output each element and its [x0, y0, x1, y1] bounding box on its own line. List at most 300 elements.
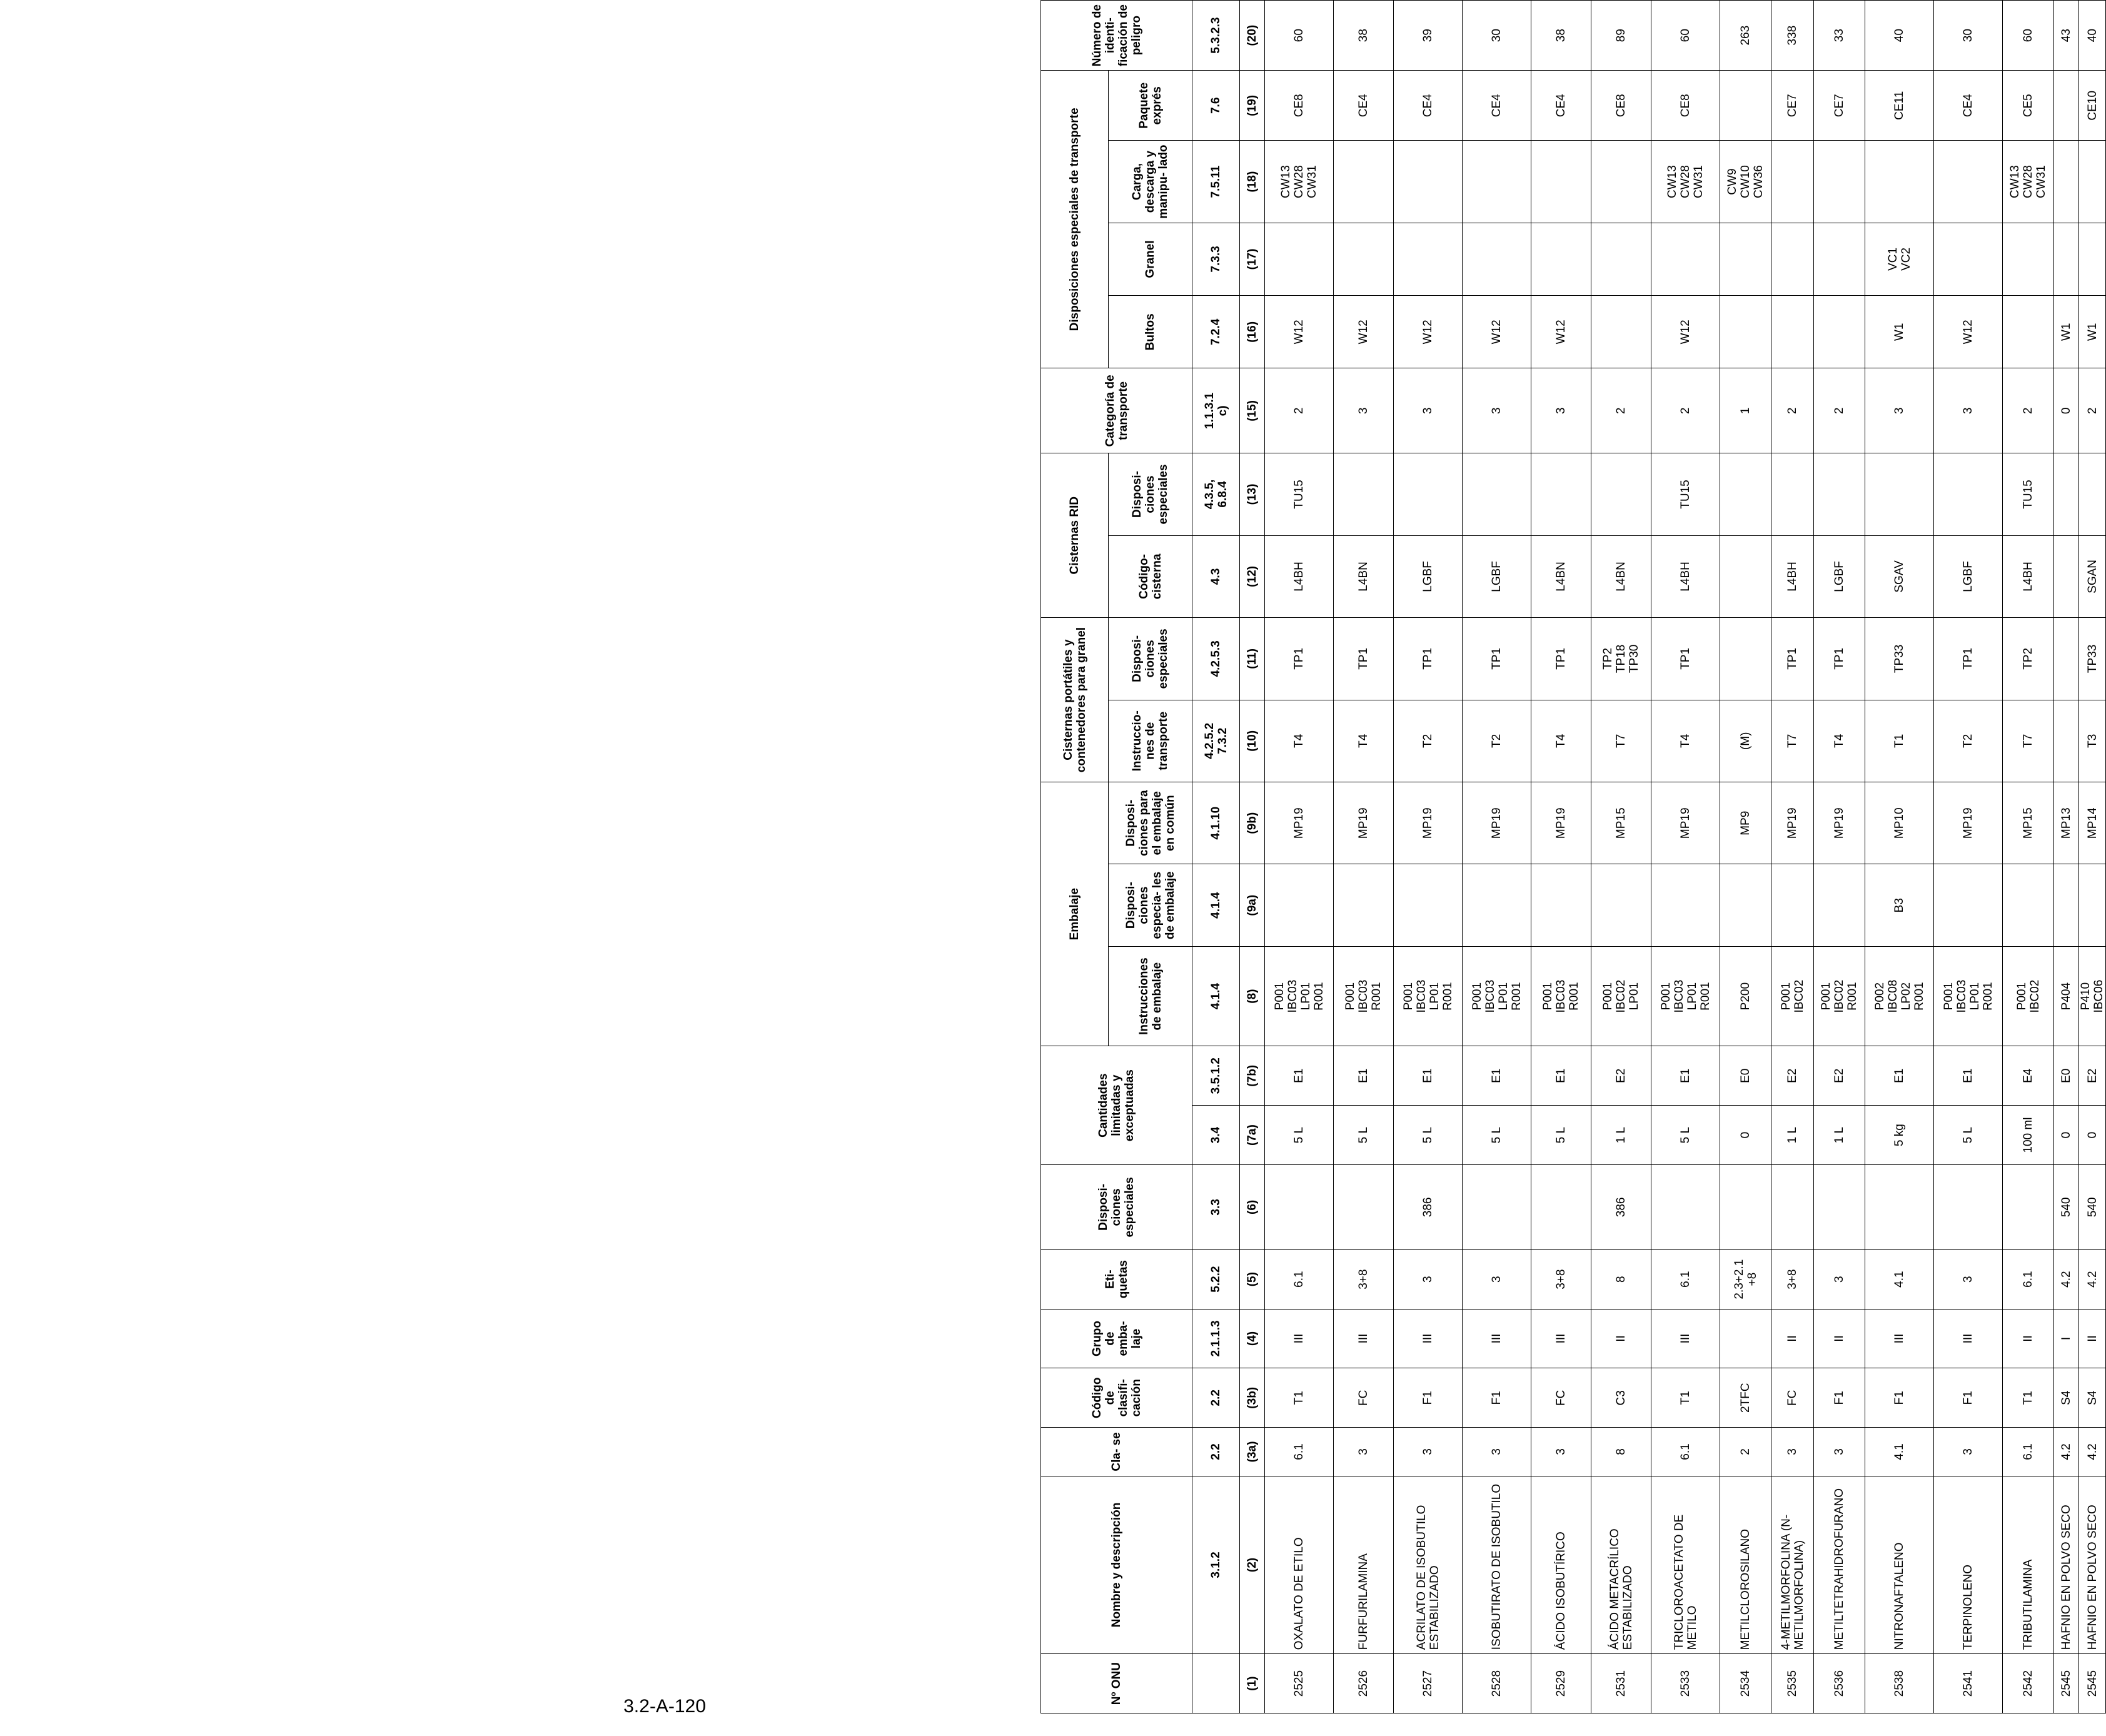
table-cell: 3: [1934, 1428, 2003, 1476]
header-carga-descarga: Carga, descarga y manipu- lado: [1109, 141, 1192, 223]
table-cell: [1334, 223, 1394, 295]
table-cell: 3: [1463, 1249, 1531, 1309]
table-cell: [2054, 453, 2079, 535]
table-cell: L4BH: [1651, 535, 1720, 617]
table-cell: [1651, 223, 1720, 295]
table-cell: TERPINOLENO: [1934, 1476, 2003, 1653]
table-cell: [1934, 864, 2003, 946]
table-cell: (2): [1240, 1476, 1265, 1653]
table-cell: [1720, 1165, 1771, 1250]
table-cell: TP2: [2003, 618, 2054, 700]
table-row: [1814, 1, 1865, 1713]
table-cell: HAFNIO EN POLVO SECO: [2079, 1476, 2106, 1653]
table-cell: [1720, 296, 1771, 368]
table-cell: 3: [1334, 368, 1394, 453]
table-cell: 7.5.11: [1192, 141, 1240, 223]
table-cell: (5): [1240, 1249, 1265, 1309]
header-numero-peligro: Número de identi- ficación de peligro: [1041, 1, 1192, 71]
table-cell: 3.5.1.2: [1192, 1046, 1240, 1106]
table-cell: 5 L: [1394, 1106, 1463, 1165]
table-cell: 2527: [1394, 1654, 1463, 1713]
table-cell: 2.2: [1192, 1428, 1240, 1476]
table-cell: 3: [1771, 1428, 1814, 1476]
table-cell: 2: [1591, 368, 1651, 453]
table-cell: FC: [1771, 1368, 1814, 1428]
table-cell: 3: [1463, 1428, 1531, 1476]
table-cell: TP1: [1771, 618, 1814, 700]
table-cell: T7: [2003, 700, 2054, 782]
table-cell: 6.1: [1265, 1249, 1334, 1309]
header-cantidades: Cantidades limitadas y exceptuadas: [1041, 1046, 1192, 1165]
table-cell: (8): [1240, 946, 1265, 1046]
table-row: [1934, 1, 2003, 1713]
table-cell: 4-METILMORFOLINA (N-METILMORFOLINA): [1771, 1476, 1814, 1653]
table-cell: CE10: [2079, 71, 2106, 141]
table-cell: MP19: [1394, 782, 1463, 864]
table-cell: TRIBUTILAMINA: [2003, 1476, 2054, 1653]
table-body: [1192, 1, 2106, 1713]
table-cell: TU15: [1651, 453, 1720, 535]
table-cell: MP19: [1771, 782, 1814, 864]
table-cell: TP1: [1334, 618, 1394, 700]
table-cell: CE7: [1814, 71, 1865, 141]
table-cell: F1: [1814, 1368, 1865, 1428]
table-cell: T1: [1651, 1368, 1720, 1428]
table-cell: [2054, 141, 2079, 223]
table-cell: [2054, 71, 2079, 141]
table-cell: [1394, 223, 1463, 295]
table-cell: 2536: [1814, 1654, 1865, 1713]
table-cell: [2079, 223, 2106, 295]
table-cell: [1720, 1309, 1771, 1368]
table-cell: [1720, 618, 1771, 700]
table-cell: 3: [1463, 368, 1531, 453]
table-cell: CE7: [1771, 71, 1814, 141]
table-cell: [1334, 864, 1394, 946]
table-cell: E1: [1334, 1046, 1394, 1106]
table-cell: 4.3.5, 6.8.4: [1192, 453, 1240, 535]
table-row: [1394, 1, 1463, 1713]
table-cell: 2525: [1265, 1654, 1334, 1713]
table-cell: 2: [2003, 368, 2054, 453]
table-row: [2054, 1, 2079, 1713]
table-cell: 43: [2054, 1, 2079, 71]
table-cell: P001 IBC03 LP01 R001: [1463, 946, 1531, 1046]
refrow-row: [1192, 1, 1240, 1713]
table-cell: [1265, 864, 1334, 946]
table-cell: L4BH: [1265, 535, 1334, 617]
table-cell: SGAV: [1865, 535, 1934, 617]
table-cell: LGBF: [1463, 535, 1531, 617]
table-cell: III: [1334, 1309, 1394, 1368]
table-cell: [1591, 296, 1651, 368]
table-cell: CW13 CW28 CW31: [1651, 141, 1720, 223]
table-cell: 2.1.1.3: [1192, 1309, 1240, 1368]
table-cell: [1720, 864, 1771, 946]
table-cell: [2054, 864, 2079, 946]
table-cell: [1934, 453, 2003, 535]
table-cell: L4BN: [1591, 535, 1651, 617]
table-cell: (19): [1240, 71, 1265, 141]
table-cell: [1771, 864, 1814, 946]
table-cell: P001 IBC03 LP01 R001: [1265, 946, 1334, 1046]
table-row: [1591, 1, 1651, 1713]
header-granel: Granel: [1109, 223, 1192, 295]
table-cell: ISOBUTIRATO DE ISOBUTILO: [1463, 1476, 1531, 1653]
table-cell: W1: [2079, 296, 2106, 368]
table-cell: [1934, 1165, 2003, 1250]
table-cell: [1265, 1165, 1334, 1250]
table-cell: (11): [1240, 618, 1265, 700]
page-number: 3.2-A-120: [623, 1696, 706, 1717]
table-cell: 5 L: [1651, 1106, 1720, 1165]
table-cell: 40: [2079, 1, 2106, 71]
table-cell: 38: [1334, 1, 1394, 71]
table-cell: 0: [1720, 1106, 1771, 1165]
table-cell: P001 IBC02 R001: [1814, 946, 1865, 1046]
header-embalaje: Embalaje: [1041, 782, 1109, 1046]
table-cell: MP19: [1651, 782, 1720, 864]
table-cell: [1463, 223, 1531, 295]
table-cell: P410 IBC06: [2079, 946, 2106, 1046]
table-row: [1463, 1, 1531, 1713]
table-cell: E4: [2003, 1046, 2054, 1106]
table-cell: 5 L: [1531, 1106, 1591, 1165]
table-cell: 3.1.2: [1192, 1476, 1240, 1653]
table-cell: T7: [1591, 700, 1651, 782]
table-cell: P001 IBC02: [1771, 946, 1814, 1046]
header-instrucciones-embalaje: Instrucciones de embalaje: [1109, 946, 1192, 1046]
table-cell: W1: [2054, 296, 2079, 368]
table-cell: 38: [1531, 1, 1591, 71]
table-cell: 5.2.2: [1192, 1249, 1240, 1309]
table-cell: 4.2: [2054, 1249, 2079, 1309]
table-cell: 4.3: [1192, 535, 1240, 617]
table-cell: 540: [2079, 1165, 2106, 1250]
table-cell: [1531, 141, 1591, 223]
table-cell: [1591, 864, 1651, 946]
table-cell: (6): [1240, 1165, 1265, 1250]
table-cell: [1394, 453, 1463, 535]
table-cell: TU15: [2003, 453, 2054, 535]
table-cell: [1771, 1165, 1814, 1250]
table-cell: MP19: [1531, 782, 1591, 864]
table-cell: 3: [1394, 1249, 1463, 1309]
table-cell: 7.2.4: [1192, 296, 1240, 368]
table-cell: P002 IBC08 LP02 R001: [1865, 946, 1934, 1046]
table-cell: (9a): [1240, 864, 1265, 946]
table-cell: 2: [2079, 368, 2106, 453]
table-cell: T4: [1814, 700, 1865, 782]
table-cell: L4BN: [1334, 535, 1394, 617]
table-cell: [1651, 864, 1720, 946]
table-cell: 2542: [2003, 1654, 2054, 1713]
table-cell: MP19: [1334, 782, 1394, 864]
table-cell: CW9 CW10 CW36: [1720, 141, 1771, 223]
table-cell: [1394, 141, 1463, 223]
table-cell: II: [2003, 1309, 2054, 1368]
table-cell: [1934, 223, 2003, 295]
header-etiquetas: Eti- quetas: [1041, 1249, 1192, 1309]
table-cell: MP19: [1463, 782, 1531, 864]
table-cell: 2.3+2.1 +8: [1720, 1249, 1771, 1309]
table-cell: [2003, 1165, 2054, 1250]
rotated-table-page: [1033, 0, 2105, 1722]
table-cell: 3: [1394, 368, 1463, 453]
table-cell: 0: [2079, 1106, 2106, 1165]
table-cell: [2054, 700, 2079, 782]
table-cell: [1591, 453, 1651, 535]
table-cell: 2533: [1651, 1654, 1720, 1713]
table-cell: 7.6: [1192, 71, 1240, 141]
table-cell: 3: [1934, 1249, 2003, 1309]
table-cell: 8: [1591, 1428, 1651, 1476]
table-cell: W1: [1865, 296, 1934, 368]
table-cell: II: [1771, 1309, 1814, 1368]
table-cell: P001 IBC03 LP01 R001: [1934, 946, 2003, 1046]
table-cell: 89: [1591, 1, 1651, 71]
table-cell: F1: [1394, 1368, 1463, 1428]
table-cell: (15): [1240, 368, 1265, 453]
table-cell: T2: [1394, 700, 1463, 782]
header-clase: Cla- se: [1041, 1428, 1192, 1476]
table-cell: CE4: [1531, 71, 1591, 141]
table-cell: 338: [1771, 1, 1814, 71]
table-cell: [2079, 141, 2106, 223]
table-cell: (17): [1240, 223, 1265, 295]
table-cell: 4.2: [2054, 1428, 2079, 1476]
table-cell: P001 IBC03 R001: [1531, 946, 1591, 1046]
table-cell: (10): [1240, 700, 1265, 782]
table-cell: I: [2054, 1309, 2079, 1368]
table-cell: 2545: [2054, 1654, 2079, 1713]
table-cell: E1: [1934, 1046, 2003, 1106]
table-cell: [1531, 1165, 1591, 1250]
table-cell: 6.1: [1265, 1428, 1334, 1476]
header-grupo-embalaje: Grupo de emba- laje: [1041, 1309, 1192, 1368]
table-cell: [2054, 618, 2079, 700]
table-cell: 2541: [1934, 1654, 2003, 1713]
table-cell: 6.1: [1651, 1249, 1720, 1309]
table-cell: 4.2: [2079, 1249, 2106, 1309]
table-cell: 60: [1651, 1, 1720, 71]
table-cell: E0: [2054, 1046, 2079, 1106]
header-disposiciones-transporte: Disposiciones especiales de transporte: [1041, 71, 1109, 368]
header-codigo-clasificacion: Código de clasifi- cación: [1041, 1368, 1192, 1428]
table-cell: E1: [1651, 1046, 1720, 1106]
table-cell: 1.1.3.1 c): [1192, 368, 1240, 453]
header-codigo-cisterna: Código- cisterna: [1109, 535, 1192, 617]
table-cell: 4.1: [1865, 1428, 1934, 1476]
table-cell: 6.1: [2003, 1428, 2054, 1476]
table-cell: F1: [1865, 1368, 1934, 1428]
header-onu: Nº ONU: [1041, 1654, 1192, 1713]
header-cisternas-rid: Cisternas RID: [1041, 453, 1109, 618]
table-cell: 3+8: [1334, 1249, 1394, 1309]
table-cell: [1771, 453, 1814, 535]
table-cell: 1 L: [1814, 1106, 1865, 1165]
table-cell: [1814, 141, 1865, 223]
table-cell: [1934, 141, 2003, 223]
table-cell: TP1: [1531, 618, 1591, 700]
table-cell: 2: [1771, 368, 1814, 453]
table-cell: [1720, 71, 1771, 141]
table-row: [1334, 1, 1394, 1713]
table-cell: METILTETRAHIDROFURANO: [1814, 1476, 1865, 1653]
table-cell: T2: [1463, 700, 1531, 782]
table-cell: [1463, 864, 1531, 946]
table-cell: E1: [1394, 1046, 1463, 1106]
table-cell: [1771, 223, 1814, 295]
table-cell: 1: [1720, 368, 1771, 453]
table-cell: 386: [1591, 1165, 1651, 1250]
table-cell: T4: [1334, 700, 1394, 782]
table-cell: CE5: [2003, 71, 2054, 141]
table-cell: MP13: [2054, 782, 2079, 864]
table-cell: [1334, 141, 1394, 223]
table-cell: [1651, 1165, 1720, 1250]
table-cell: CE8: [1265, 71, 1334, 141]
table-cell: [1591, 141, 1651, 223]
table-cell: 0: [2054, 1106, 2079, 1165]
table-row: [2003, 1, 2054, 1713]
table-cell: T1: [1865, 700, 1934, 782]
table-cell: [1531, 453, 1591, 535]
table-cell: 60: [2003, 1, 2054, 71]
table-cell: W12: [1394, 296, 1463, 368]
table-cell: 7.3.3: [1192, 223, 1240, 295]
table-cell: (3b): [1240, 1368, 1265, 1428]
table-cell: TP2 TP18 TP30: [1591, 618, 1651, 700]
table-cell: III: [1934, 1309, 2003, 1368]
table-cell: 2: [1814, 368, 1865, 453]
table-cell: (3a): [1240, 1428, 1265, 1476]
table-cell: [2079, 864, 2106, 946]
table-cell: 3+8: [1771, 1249, 1814, 1309]
table-cell: TP1: [1463, 618, 1531, 700]
table-cell: FC: [1334, 1368, 1394, 1428]
table-cell: F1: [1934, 1368, 2003, 1428]
table-cell: (7b): [1240, 1046, 1265, 1106]
table-cell: [2054, 223, 2079, 295]
table-row: [1265, 1, 1334, 1713]
table-cell: 2538: [1865, 1654, 1934, 1713]
table-cell: E0: [1720, 1046, 1771, 1106]
table-cell: P001 IBC02: [2003, 946, 2054, 1046]
table-cell: 5.3.2.3: [1192, 1, 1240, 71]
table-row: [1531, 1, 1591, 1713]
table-cell: 3.4: [1192, 1106, 1240, 1165]
table-cell: (13): [1240, 453, 1265, 535]
header-bultos: Bultos: [1109, 296, 1192, 368]
table-cell: [1531, 864, 1591, 946]
table-cell: 3: [1394, 1428, 1463, 1476]
table-row: [1720, 1, 1771, 1713]
table-cell: [2003, 864, 2054, 946]
table-cell: III: [1265, 1309, 1334, 1368]
table-cell: MP19: [1934, 782, 2003, 864]
table-cell: (M): [1720, 700, 1771, 782]
table-cell: 3+8: [1531, 1249, 1591, 1309]
table-cell: 8: [1591, 1249, 1651, 1309]
table-cell: T4: [1651, 700, 1720, 782]
dangerous-goods-table: [1040, 0, 2106, 1713]
table-cell: NITRONAFTALENO: [1865, 1476, 1934, 1653]
table-cell: [1865, 453, 1934, 535]
table-cell: MP15: [1591, 782, 1651, 864]
table-cell: E2: [1814, 1046, 1865, 1106]
table-cell: 4.2: [2079, 1428, 2106, 1476]
table-cell: T4: [1265, 700, 1334, 782]
table-cell: [1334, 1165, 1394, 1250]
table-cell: 2535: [1771, 1654, 1814, 1713]
table-cell: 540: [2054, 1165, 2079, 1250]
table-cell: [2079, 453, 2106, 535]
table-cell: CE8: [1651, 71, 1720, 141]
table-cell: [1531, 223, 1591, 295]
table-row: [1651, 1, 1720, 1713]
table-row: [1865, 1, 1934, 1713]
table-cell: [1865, 141, 1934, 223]
table-cell: III: [1463, 1309, 1531, 1368]
table-cell: III: [1865, 1309, 1934, 1368]
table-cell: [2003, 223, 2054, 295]
table-cell: MP19: [1814, 782, 1865, 864]
table-cell: LGBF: [1814, 535, 1865, 617]
header-nombre: Nombre y descripción: [1041, 1476, 1192, 1653]
table-cell: [1865, 1165, 1934, 1250]
table-cell: T4: [1531, 700, 1591, 782]
table-cell: C3: [1591, 1368, 1651, 1428]
table-cell: HAFNIO EN POLVO SECO: [2054, 1476, 2079, 1653]
table-cell: 3: [1934, 368, 2003, 453]
table-cell: LGBF: [1394, 535, 1463, 617]
table-row: [2079, 1, 2106, 1713]
table-cell: CE8: [1591, 71, 1651, 141]
table-cell: TP33: [2079, 618, 2106, 700]
table-cell: TP1: [1394, 618, 1463, 700]
table-cell: CE4: [1934, 71, 2003, 141]
idx-row: [1240, 1, 1265, 1713]
table-cell: [1814, 864, 1865, 946]
table-cell: 1 L: [1591, 1106, 1651, 1165]
table-cell: CE11: [1865, 71, 1934, 141]
table-cell: II: [1591, 1309, 1651, 1368]
header-disposiciones-especiales: Disposi- ciones especiales: [1041, 1165, 1192, 1250]
header-disposiciones-embalaje-comun: Disposi- ciones para el embalaje en común: [1109, 782, 1192, 864]
table-cell: MP14: [2079, 782, 2106, 864]
table-cell: (16): [1240, 296, 1265, 368]
table-cell: 39: [1394, 1, 1463, 71]
table-cell: 6.1: [2003, 1249, 2054, 1309]
table-cell: 2: [1651, 368, 1720, 453]
table-cell: (12): [1240, 535, 1265, 617]
table-cell: II: [2079, 1309, 2106, 1368]
table-cell: 30: [1934, 1, 2003, 71]
table-cell: 2526: [1334, 1654, 1394, 1713]
table-cell: E1: [1265, 1046, 1334, 1106]
table-cell: TRICLOROACETATO DE METILO: [1651, 1476, 1720, 1653]
table-cell: 3.3: [1192, 1165, 1240, 1250]
table-cell: S4: [2079, 1368, 2106, 1428]
table-cell: T1: [2003, 1368, 2054, 1428]
table-cell: [1463, 1165, 1531, 1250]
table-cell: (18): [1240, 141, 1265, 223]
table-cell: 2531: [1591, 1654, 1651, 1713]
table-cell: TP1: [1265, 618, 1334, 700]
table-cell: E2: [1771, 1046, 1814, 1106]
table-cell: [1814, 296, 1865, 368]
